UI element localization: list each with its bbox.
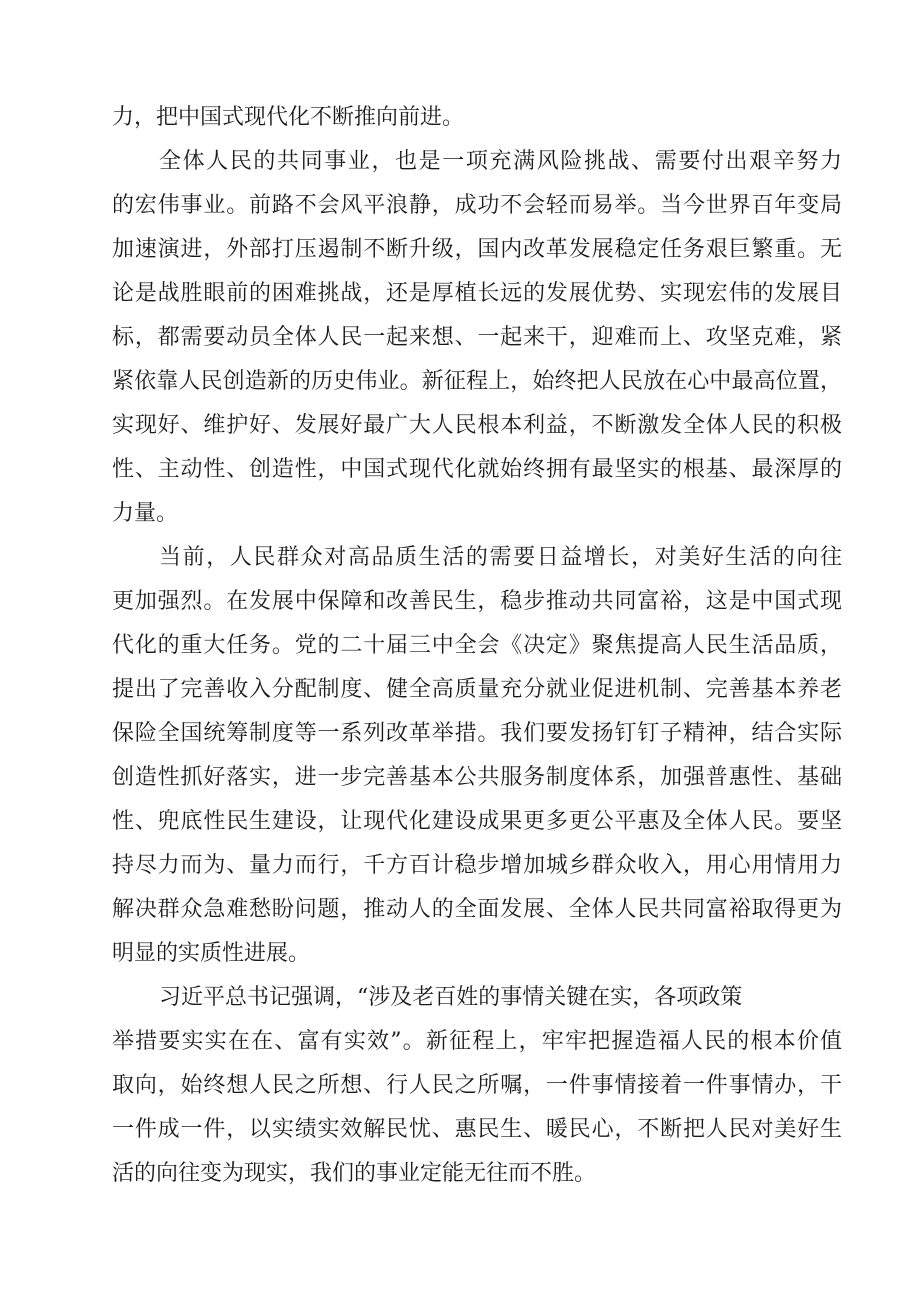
paragraph-4-line-2: 举措要实实在在、富有实效”。新征程上，牢牢把握造福人民的根本价值 xyxy=(112,1029,842,1054)
paragraph-3-line-3: 代化的重大任务。党的二十届三中全会《决定》聚焦提高人民生活品质， xyxy=(112,633,842,658)
paragraph-1-line-1: 力，把中国式现代化不断推向前进。 xyxy=(112,105,465,130)
paragraph-2-line-5: 标，都需要动员全体人民一起来想、一起来干，迎难而上、攻坚克难，紧 xyxy=(112,325,842,350)
paragraph-3-line-8: 持尽力而为、量力而行，千方百计稳步增加城乡群众收入，用心用情用力 xyxy=(112,853,842,878)
paragraph-3-line-2: 更加强烈。在发展中保障和改善民生，稳步推动共同富裕，这是中国式现 xyxy=(112,589,842,614)
paragraph-4-line-3: 取向，始终想人民之所想、行人民之所嘱，一件事情接着一件事情办，干 xyxy=(112,1073,842,1098)
paragraph-2-line-8: 性、主动性、创造性，中国式现代化就始终拥有最坚实的根基、最深厚的 xyxy=(112,457,842,482)
paragraph-3-line-6: 创造性抓好落实，进一步完善基本公共服务制度体系，加强普惠性、基础 xyxy=(112,765,842,790)
paragraph-3-line-7: 性、兜底性民生建设，让现代化建设成果更多更公平惠及全体人民。要坚 xyxy=(112,809,842,834)
paragraph-4-line-4: 一件成一件，以实绩实效解民忧、惠民生、暖民心，不断把人民对美好生 xyxy=(112,1117,842,1142)
paragraph-2-line-7: 实现好、维护好、发展好最广大人民根本利益，不断激发全体人民的积极 xyxy=(112,413,842,438)
paragraph-4-line-5: 活的向往变为现实，我们的事业定能无往而不胜。 xyxy=(112,1161,597,1186)
paragraph-2-line-2: 的宏伟事业。前路不会风平浪静，成功不会轻而易举。当今世界百年变局 xyxy=(112,193,842,218)
paragraph-2-line-1: 全体人民的共同事业，也是一项充满风险挑战、需要付出艰辛努力 xyxy=(159,149,842,174)
paragraph-2-line-9: 力量。 xyxy=(112,501,179,526)
document-body xyxy=(112,96,842,1196)
paragraph-3-line-9: 解决群众急难愁盼问题，推动人的全面发展、全体人民共同富裕取得更为 xyxy=(112,897,842,922)
paragraph-3-line-5: 保险全国统筹制度等一系列改革举措。我们要发扬钉钉子精神，结合实际 xyxy=(112,721,842,746)
paragraph-3-line-10: 明显的实质性进展。 xyxy=(112,941,311,966)
paragraph-3-line-1: 当前，人民群众对高品质生活的需要日益增长，对美好生活的向往 xyxy=(159,545,842,570)
paragraph-4-line-1: 习近平总书记强调，“涉及老百姓的事情关键在实，各项政策 xyxy=(159,985,743,1010)
paragraph-2-line-3: 加速演进，外部打压遏制不断升级，国内改革发展稳定任务艰巨繁重。无 xyxy=(112,237,842,262)
paragraph-3-line-4: 提出了完善收入分配制度、健全高质量充分就业促进机制、完善基本养老 xyxy=(112,677,842,702)
paragraph-2-line-6: 紧依靠人民创造新的历史伟业。新征程上，始终把人民放在心中最高位置， xyxy=(112,369,842,394)
paragraph-2-line-4: 论是战胜眼前的困难挑战，还是厚植长远的发展优势、实现宏伟的发展目 xyxy=(112,281,842,306)
